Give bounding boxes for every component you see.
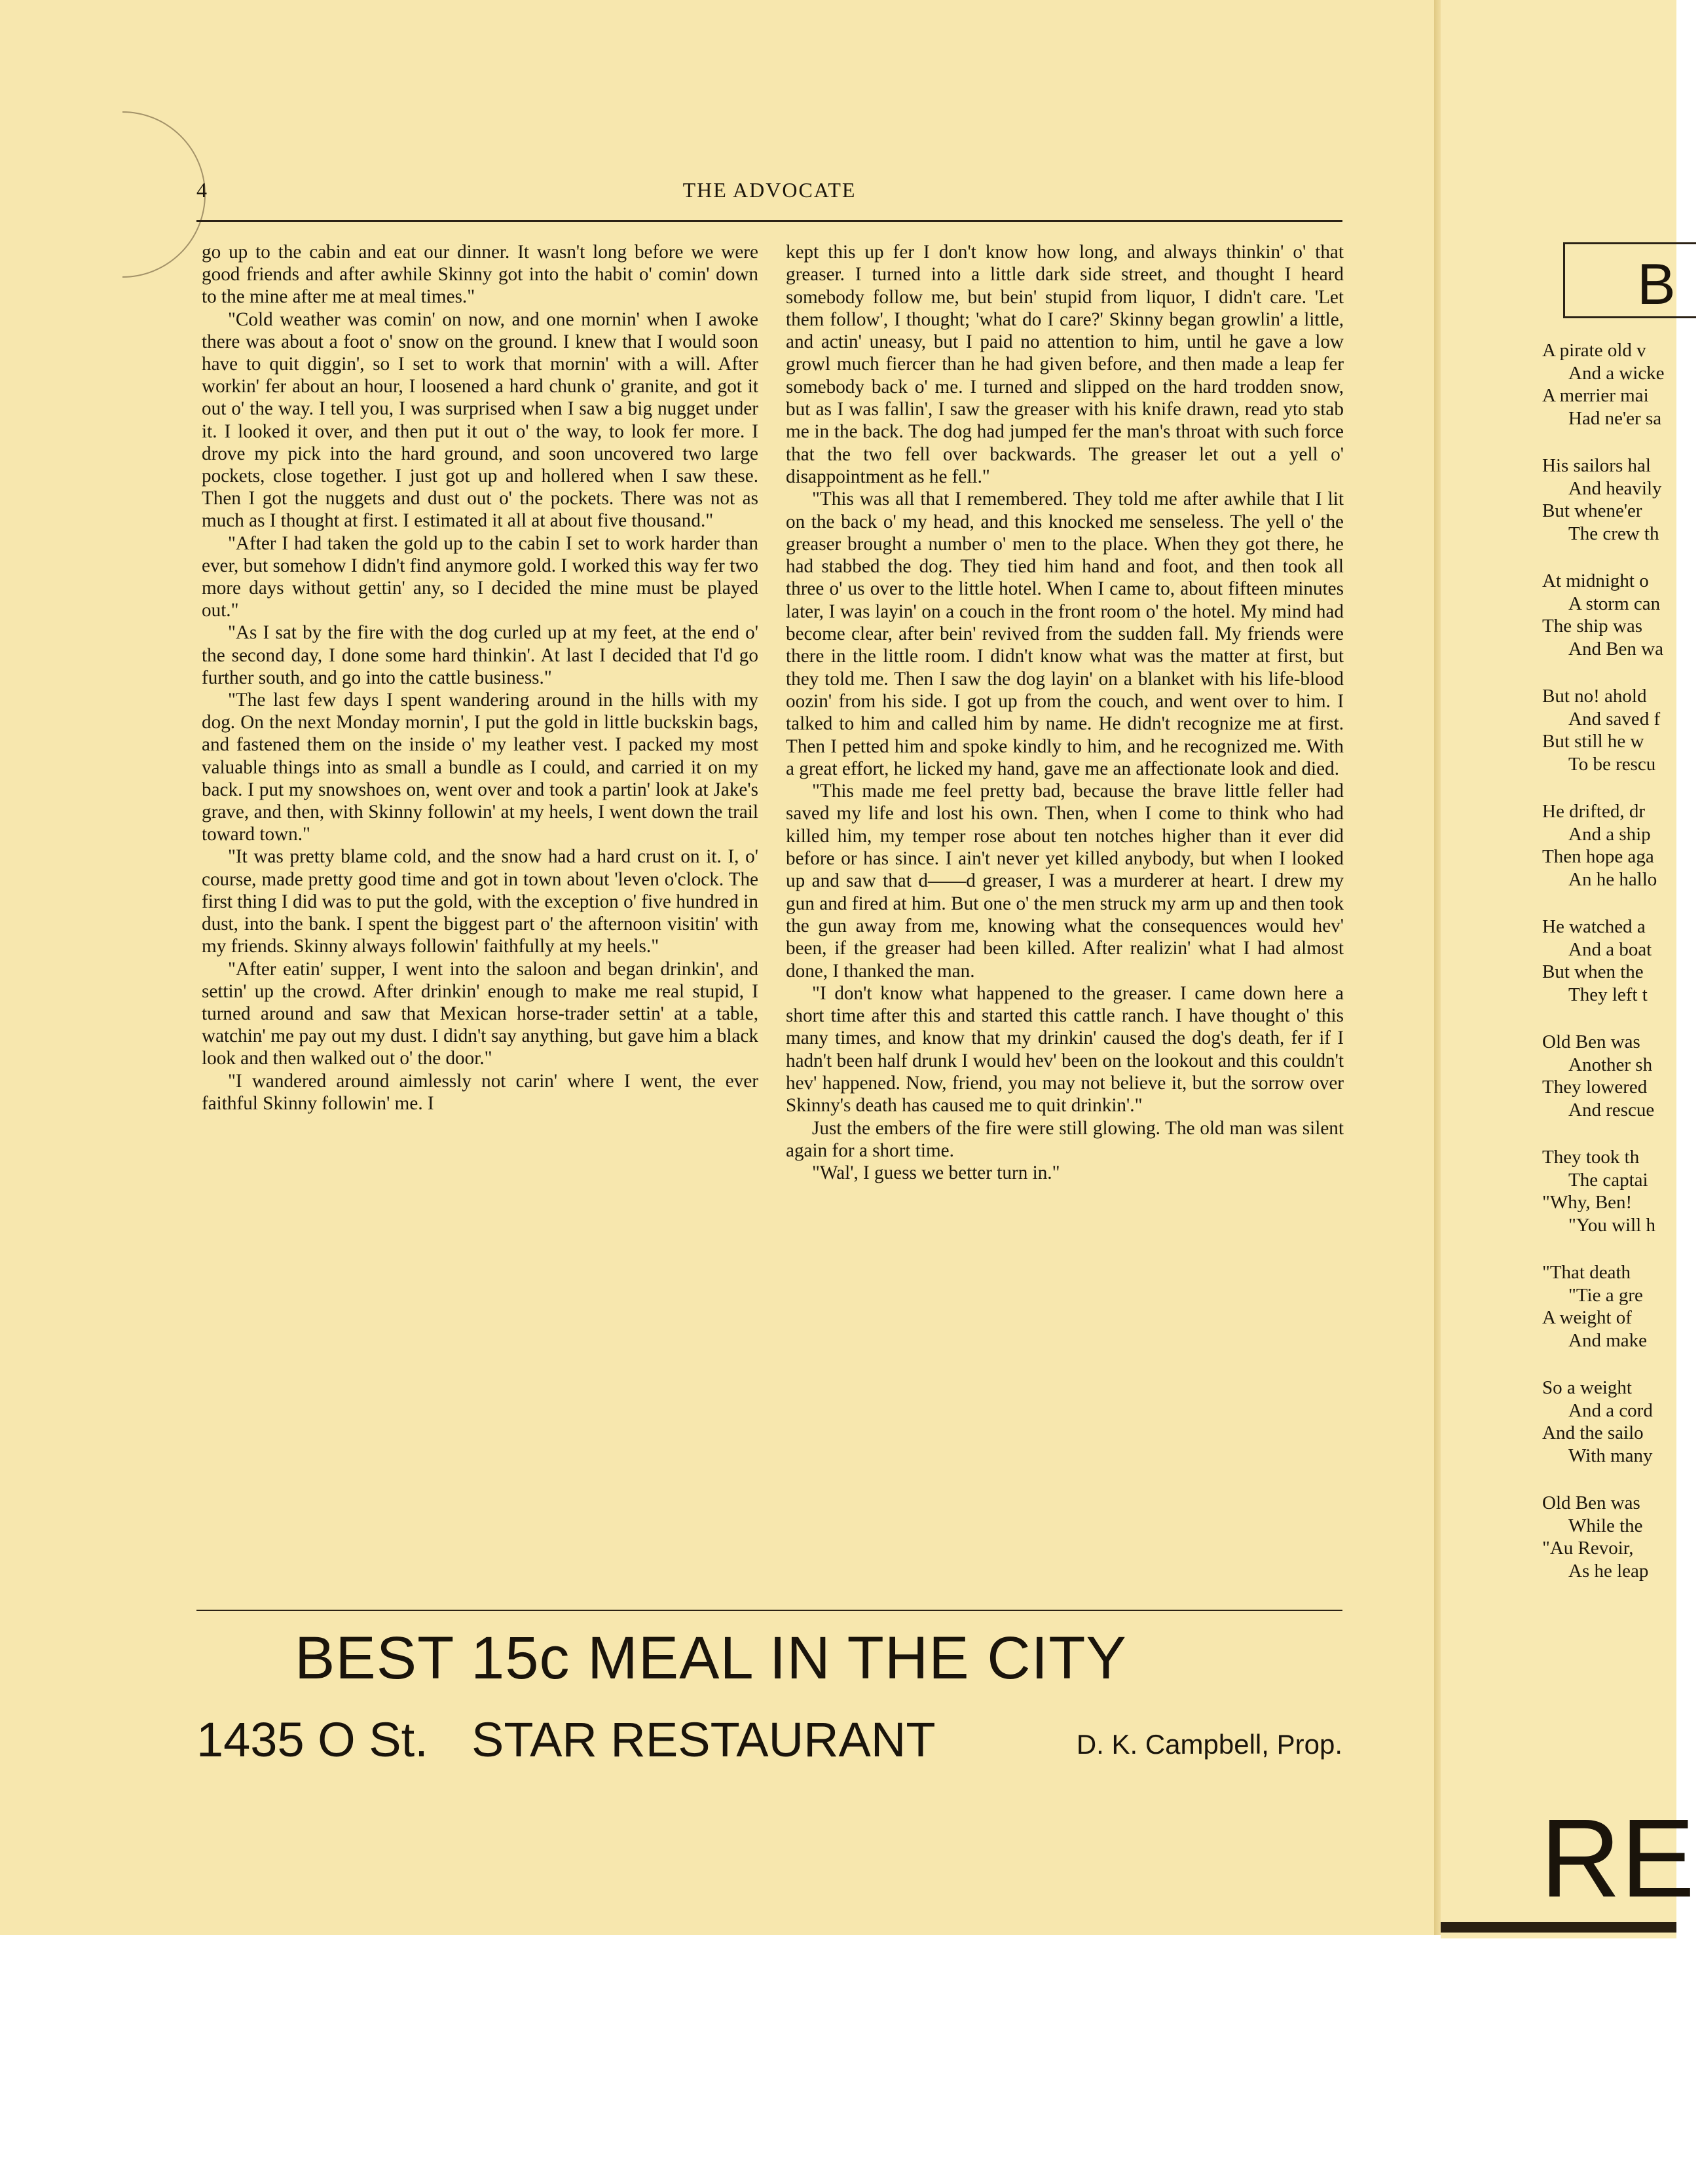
advertisement-footer: [196, 1712, 1342, 1771]
poem-stanza: [1542, 1377, 1693, 1467]
poem-line: They left t: [1568, 984, 1648, 1005]
paragraph: "I wandered around aimlessly not carin' where I went, the ever faithful Skinny followin' me. I: [202, 1070, 758, 1114]
poem-line: And make: [1568, 1329, 1647, 1351]
poem-line: And a cord: [1568, 1399, 1653, 1421]
advertisement-business-name: STAR RESTAURANT: [471, 1712, 936, 1767]
poem-line: He drifted, dr: [1542, 801, 1646, 822]
poem-line: Old Ben was: [1542, 1031, 1640, 1052]
paragraph: "It was pretty blame cold, and the snow had a hard crust on it. I, o' course, made pretty good time and got in town about 'leven o'clock. The first thing I did was to put the gold, with the exception o' five hundred in dust, into the bank. I spent the biggest part o' the afternoon visitin' with my friends. Skinny always followin' faithfully at my heels.": [202, 846, 758, 957]
poem-line: The captai: [1568, 1169, 1648, 1191]
poem-line: An he hallo: [1568, 868, 1657, 890]
poem-line: At midnight o: [1542, 570, 1649, 591]
poem-stanza: [1542, 800, 1693, 891]
running-title: THE ADVOCATE: [682, 178, 857, 202]
poem-line: A storm can: [1568, 593, 1661, 614]
facing-page-edge-shadow: [1441, 1922, 1676, 1933]
paragraph: "After I had taken the gold up to the cabin I set to work harder than ever, but somehow I didn't find anymore gold. I worked this way fer two more days without gettin' any, so I decided the mine must be played out.": [202, 532, 758, 621]
poem-line: "Au Revoir,: [1542, 1538, 1634, 1559]
poem-line: And saved f: [1568, 708, 1661, 730]
advertisement-headline: BEST 15c MEAL IN THE CITY: [295, 1625, 1127, 1692]
poem-line: The ship was: [1542, 616, 1643, 637]
poem-line: The crew th: [1568, 523, 1659, 544]
poem-line: But when the: [1542, 961, 1644, 982]
poem-stanza: [1542, 685, 1693, 775]
paragraph: Just the embers of the fire were still glowing. The old man was silent again for a short time.: [786, 1117, 1344, 1161]
poem-line: With many: [1568, 1445, 1653, 1466]
right-text-column: [786, 241, 1344, 1184]
poem-line: But no! ahold: [1542, 686, 1647, 707]
facing-page-poem: [1542, 339, 1693, 1607]
poem-line: And a ship: [1568, 823, 1651, 845]
paragraph: kept this up fer I don't know how long, and always thinkin' o' that greaser. I turned into a little dark side street, and thought I heard somebody follow me, but bein' stupid from liquor, I didn't care. 'Let them follow', I thought; 'what do I care?' Skinny began growlin' a little, and actin' uneasy, but I paid no attention to him, until he gave a low growl much fiercer than he had given before, and then made a leap fer somebody back o' me. I turned and slipped on the hard trodden snow, but as I was fallin', I saw the greaser with his knife drawn, read yto stab me in the back. The dog had jumped fer the man's throat with such force that the two fell over backwards. The greaser let out a yell o' disappointment as he fell.": [786, 242, 1344, 487]
paragraph: "After eatin' supper, I went into the saloon and began drinkin', and settin' up the crowd. After drinkin' enough to make me real stupid, I turned around and saw that Mexican horse-trader settin' at a table, watchin' me pay out my dust. I didn't say anything, but gave him a black look and then walked out o' the door.": [202, 958, 758, 1069]
poem-line: And the sailo: [1542, 1422, 1644, 1443]
poem-line: "Tie a gre: [1568, 1284, 1643, 1306]
paragraph: "I don't know what happened to the greaser. I came down here a short time after this and started this cattle ranch. I have thought o' this many times, and know that my drinkin' caused the dog's death, fer if I hadn't been half drunk I would hev' been on the lookout and this couldn't hev' happened. Now, friend, you may not believe it, but the sorrow over Skinny's death has caused me to quit drinkin'.": [786, 982, 1344, 1117]
poem-line: They took th: [1542, 1147, 1640, 1168]
page-header: [196, 178, 1342, 204]
paragraph: "This was all that I remembered. They told me after awhile that I lit on the back o' my head, and this knocked me senseless. The yell o' the greaser brought a number o' men to the place. When they got there, he had stabbed the dog. They tied him hand and foot, and then took all three o' us over to the little hotel. When I came to, about fifteen minutes later, I was layin' on a couch in the front room o' the hotel. My mind had become clear, after bein' revived from the sudden fall. My friends were there in the little room. I didn't know what was the matter at first, but they told me. Then I saw the dog layin' on a blanket with his life-blood oozin' from his side. I got up from the couch, and went over to him. I talked to him and called him by name. He didn't recognize me at first. Then I petted him and spoke kindly to him, and he recognized me. With a great effort, he licked my hand, gave me an affectionate look and died.: [786, 489, 1344, 779]
page-gutter: [1434, 0, 1441, 1935]
poem-stanza: [1542, 1031, 1693, 1121]
paragraph: go up to the cabin and eat our dinner. It wasn't long before we were good friends and after awhile Skinny got into the habit o' comin' down to the mine after me at meal times.": [202, 242, 758, 308]
poem-line: And rescue: [1568, 1099, 1655, 1120]
advertisement-proprietor: D. K. Campbell, Prop.: [1076, 1729, 1342, 1760]
poem-line: To be rescu: [1568, 753, 1656, 775]
page-number: 4: [196, 178, 207, 202]
facing-page-title: B: [1637, 251, 1676, 316]
poem-stanza: [1542, 916, 1693, 1006]
paragraph: "Wal', I guess we better turn in.": [812, 1162, 1060, 1184]
poem-line: His sailors hal: [1542, 455, 1651, 476]
poem-line: As he leap: [1568, 1560, 1649, 1582]
poem-line: So a weight: [1542, 1377, 1632, 1398]
advertisement-rule: [196, 1610, 1342, 1611]
poem-stanza: [1542, 454, 1693, 545]
poem-line: Had ne'er sa: [1568, 407, 1662, 429]
poem-line: A weight of: [1542, 1307, 1632, 1328]
advertisement-address: 1435 O St.: [196, 1712, 428, 1767]
poem-line: Old Ben was: [1542, 1492, 1640, 1513]
left-text-column: [202, 241, 758, 1115]
poem-stanza: [1542, 570, 1693, 660]
poem-line: But whene'er: [1542, 500, 1642, 521]
poem-line: A pirate old v: [1542, 340, 1646, 361]
poem-line: But still he w: [1542, 731, 1644, 752]
poem-line: And a boat: [1568, 938, 1652, 960]
poem-line: While the: [1568, 1515, 1643, 1536]
paragraph: "The last few days I spent wandering around in the hills with my dog. On the next Monday mornin', I put the gold in little buckskin bags, and fastened them on the inside o' my leather vest. I packed my most valuable things into as small a bundle as I could, and carried it on my back. I put my snowshoes on, went over and took a partin' look at Jake's grave, and then, with Skinny followin' at my heels, I went down the trail toward town.": [202, 690, 758, 845]
paragraph: "As I sat by the fire with the dog curled up at my feet, at the end o' the second day, I done some hard thinkin'. At last I decided that I'd go further south, and go into the cattle business.": [202, 622, 758, 688]
poem-line: He watched a: [1542, 916, 1646, 937]
poem-line: Another sh: [1568, 1054, 1653, 1075]
poem-stanza: [1542, 1261, 1693, 1352]
poem-line: "That death: [1542, 1262, 1631, 1283]
poem-line: A merrier mai: [1542, 385, 1649, 406]
poem-line: "Why, Ben!: [1542, 1192, 1633, 1213]
poem-line: And a wickе: [1568, 362, 1665, 384]
poem-stanza: [1542, 1146, 1693, 1236]
poem-line: They lowered: [1542, 1077, 1648, 1098]
poem-line: And heavily: [1568, 477, 1662, 499]
poem-stanza: [1542, 339, 1693, 430]
header-rule: [196, 220, 1342, 222]
facing-page-title-box: [1563, 242, 1696, 318]
poem-line: "You will h: [1568, 1214, 1655, 1236]
facing-page-advertisement: RE: [1540, 1796, 1695, 1921]
poem-line: And Ben wa: [1568, 638, 1663, 659]
paragraph: "Cold weather was comin' on now, and one mornin' when I awoke there was about a foot o' snow on the ground. I knew that I would soon have to quit diggin', so I set to work that mornin' with a will. After workin' fer about an hour, I loosened a hard chunk o' granite, and got it out o' the way. I tell you, I was surprised when I saw a big nugget under it. I looked it over, and then put it out o' the way, to look fer more. I drove my pick into the hard ground, and soon uncovered two large pockets, close together. I just got up and hollered when I saw these. Then I got the nuggets and dust out o' the pockets. There was not as much as I thought at first. I estimated it all at about five thousand.": [202, 308, 758, 532]
poem-stanza: [1542, 1492, 1693, 1582]
paragraph: "This made me feel pretty bad, because the brave little feller had saved my life and lost his own. Then, when I come to think who had killed him, my temper rose about ten notches higher than it ever did before or has since. I ain't never yet killed anybody, but when I looked up and saw that d——d greaser, I was a murderer at heart. I drew my gun and fired at him. But one o' the men struck my arm up and then took the gun away from me, knowing what the consequences would hev' been, if the greaser had been killed. After realizin' what I had almost done, I thanked the man.: [786, 781, 1344, 982]
poem-line: Then hope aga: [1542, 846, 1654, 867]
